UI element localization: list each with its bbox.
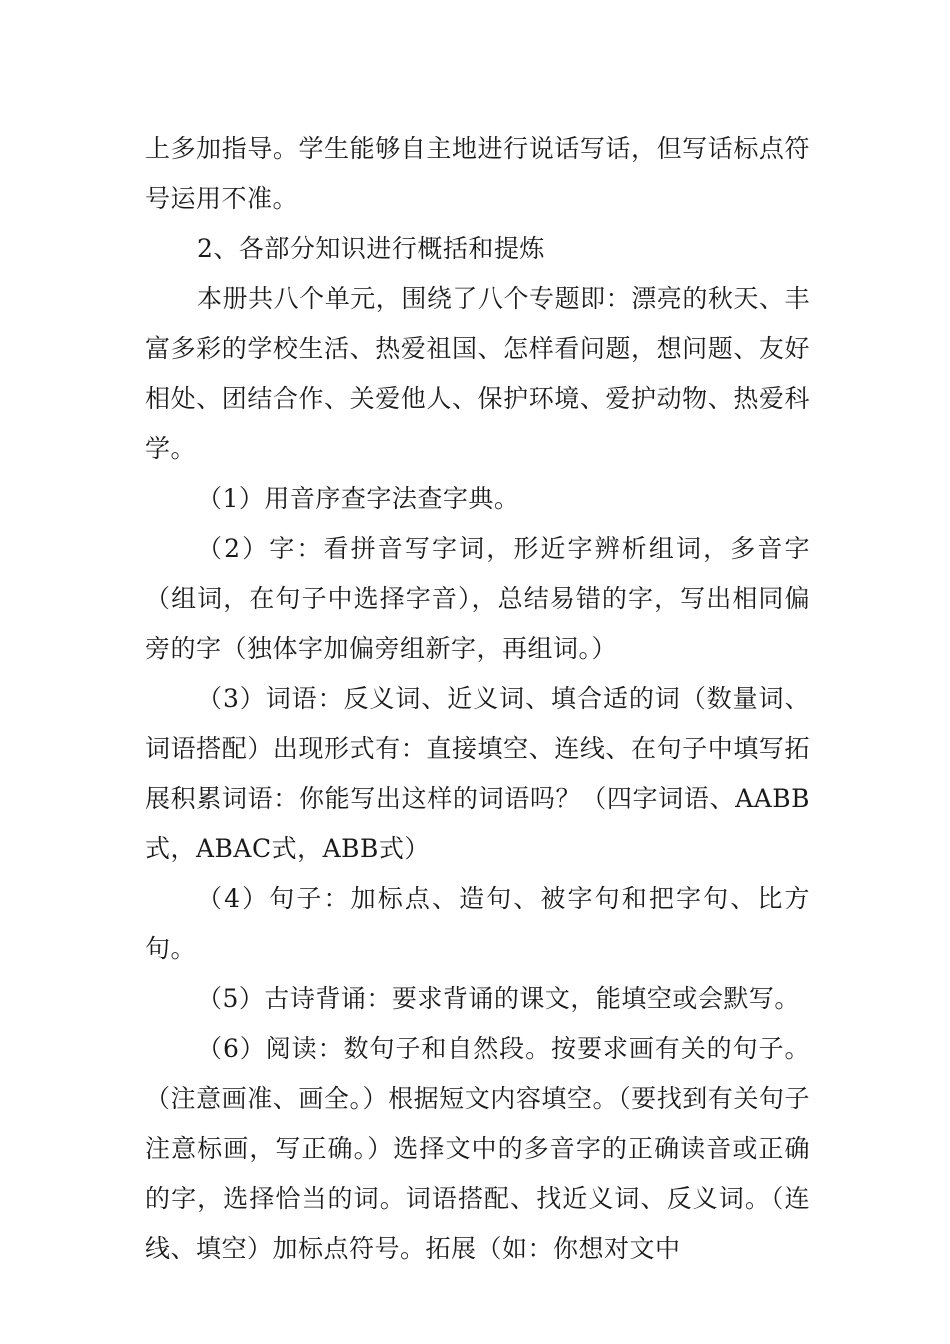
list-item-characters: （2）字：看拼音写字词，形近字辨析组词，多音字（组词，在句子中选择字音），总结易错的字，写出相同偏旁的字（独体字加偏旁组新字，再组词。） xyxy=(145,534,810,663)
paragraph-continuation: 上多加指导。学生能够自主地进行说话写话，但写话标点符号运用不准。 xyxy=(145,134,810,213)
list-item-reading: （6）阅读：数句子和自然段。按要求画有关的句子。（注意画准、画全。）根据短文内容填空。（要找到有关句子注意标画，写正确。）选择文中的多音字的正确读音或正确的字，选择恰当的词。词语搭配、找近义词、反义词。（连线、填空）加标点符号。拓展（如：你想对文中 xyxy=(145,1034,810,1263)
list-item-sentences: （4）句子：加标点、造句、被字句和把字句、比方句。 xyxy=(145,884,810,963)
document-body xyxy=(145,124,810,1274)
paragraph-units-overview: 本册共八个单元，围绕了八个专题即：漂亮的秋天、丰富多彩的学校生活、热爱祖国、怎样看问题，想问题、友好相处、团结合作、关爱他人、保护环境、爱护动物、热爱科学。 xyxy=(145,284,810,463)
list-item-poems: （5）古诗背诵：要求背诵的课文，能填空或会默写。 xyxy=(197,984,800,1013)
section-heading: 2、各部分知识进行概括和提炼 xyxy=(197,234,545,263)
list-item-words: （3）词语：反义词、近义词、填合适的词（数量词、词语搭配）出现形式有：直接填空、连线、在句子中填写拓展积累词语：你能写出这样的词语吗？（四字词语、AABB式，ABAC式，ABB式） xyxy=(145,684,810,863)
list-item-dictionary: （1）用音序查字法查字典。 xyxy=(197,484,520,513)
